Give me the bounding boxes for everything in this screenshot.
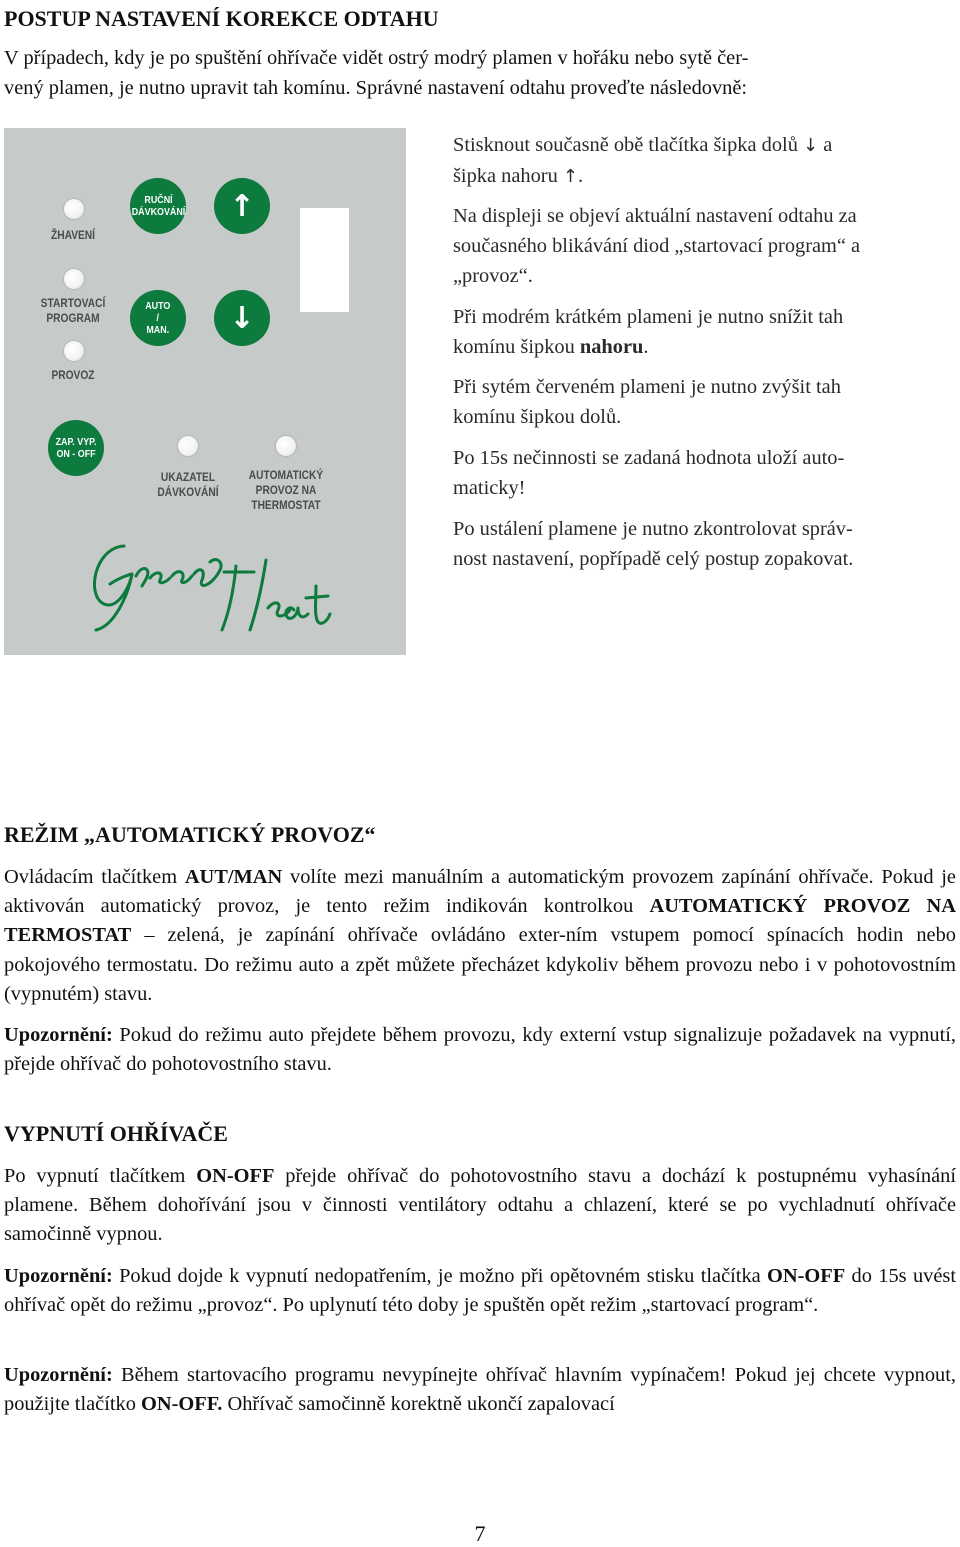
step-4: Při sytém červeném plameni je nutno zvýšit tah komínu šipkou dolů. (453, 376, 841, 428)
rucni-davkovani-button[interactable]: RUČNÍ DÁVKOVÁNÍ (130, 178, 186, 234)
step-3: Při modrém krátkém plameni je nutno snížit tah komínu šipkou nahoru. (453, 306, 844, 358)
heading-vypnuti-ohrivace: VYPNUTÍ OHŘÍVAČE (4, 1121, 228, 1146)
label-provoz: PROVOZ (51, 368, 95, 382)
step-1: Stisknout současně obě tlačítka šipka dolů ↓ a šipka nahoru ↑. (453, 134, 833, 187)
auto-man-button[interactable]: AUTO / MAN. (130, 290, 186, 346)
led-ukazatel-davkovani (178, 436, 198, 456)
heading-automaticky-provoz: REŽIM „AUTOMATICKÝ PROVOZ“ (4, 822, 376, 847)
label-startovaci-program: STARTOVACÍ PROGRAM (40, 296, 106, 325)
arrow-up-icon: ↑ (229, 188, 255, 224)
greenheat-logo (84, 526, 334, 641)
paragraph-aut-man: Ovládacím tlačítkem AUT/MAN volíte mezi manuálním a automatickým provozem zapínání ohřívače. Pokud je aktivován automatický provoz, je tento režim indikován kontrolkou AUTOMATICKÝ PROVOZ NA TERMOSTAT – zelená, je zapínání ohřívače ovládáno exter-ním vstupem pomocí spínacích hodin nebo pokojového termostatu. Do režimu auto a zpět můžete přecházet kdykoliv během provozu nebo i v pohotovostním (vypnutém) stavu. (4, 866, 956, 1005)
label-ukazatel-davkovani: UKAZATEL DÁVKOVÁNÍ (157, 470, 219, 499)
arrow-up-icon: ↑ (562, 166, 578, 187)
page-number: 7 (474, 1521, 486, 1546)
arrow-down-icon: ↓ (803, 135, 819, 156)
led-provoz (64, 341, 84, 361)
arrow-down-icon: ↓ (229, 300, 255, 336)
heading-korekce-odtahu: POSTUP NASTAVENÍ KOREKCE ODTAHU (4, 6, 439, 31)
warning-main-switch: Upozornění: Během startovacího programu nevypínejte ohřívač hlavním vypínačem! Pokud jej chcete vypnout, použijte tlačítko ON-OFF. Ohřívač samočinně korektně ukončí zapalovací (4, 1364, 956, 1416)
step-5: Po 15s nečinnosti se zadaná hodnota uloží auto- maticky! (453, 447, 845, 499)
on-off-button[interactable]: ZAP. VYP. ON - OFF (48, 420, 104, 476)
led-automaticky-provoz (276, 436, 296, 456)
warning-restart: Upozornění: Pokud dojde k vypnutí nedopatřením, je možno při opětovném stisku tlačítka ON-OFF do 15s uvést ohřívač opět do režimu „provoz“. Po uplynutí této doby je spuštěn opět režim „startovací program“. (4, 1265, 956, 1317)
intro-line-2: vený plamen, je nutno upravit tah komínu. Správné nastavení odtahu proveďte následovně: (4, 76, 748, 99)
led-zhaveni (64, 199, 84, 219)
display-window (300, 208, 349, 312)
control-panel-image (4, 128, 406, 655)
intro-text (4, 44, 748, 103)
label-automaticky-provoz: AUTOMATICKÝ PROVOZ NA THERMOSTAT (248, 468, 324, 512)
step-6: Po ustálení plamene je nutno zkontrolovat správ- nost nastavení, popřípadě celý postup zopakovat. (453, 518, 854, 570)
arrow-up-button[interactable] (214, 178, 270, 234)
led-startovaci-program (64, 269, 84, 289)
intro-line-1: V případech, kdy je po spuštění ohřívače vidět ostrý modrý plamen v hořáku nebo sytě čer- (4, 47, 749, 69)
step-2: Na displeji se objeví aktuální nastavení odtahu za současného blikávání diod „startovací program“ a „provoz“. (453, 205, 861, 287)
arrow-down-button[interactable] (214, 290, 270, 346)
warning-auto: Upozornění: Pokud do režimu auto přejdete během provozu, kdy externí vstup signalizuje požadavek na vypnutí, přejde ohřívač do pohotovostního stavu. (4, 1024, 956, 1076)
paragraph-on-off: Po vypnutí tlačítkem ON-OFF přejde ohřívač do pohotovostního stavu a dochází k postupnému vyhasínání plamene. Během dohořívání jsou v činnosti ventilátory odtahu a chlazení, které se po vychladnutí ohřívače samočinně vypnou. (4, 1165, 956, 1246)
label-zhaveni: ŽHAVENÍ (50, 228, 96, 242)
